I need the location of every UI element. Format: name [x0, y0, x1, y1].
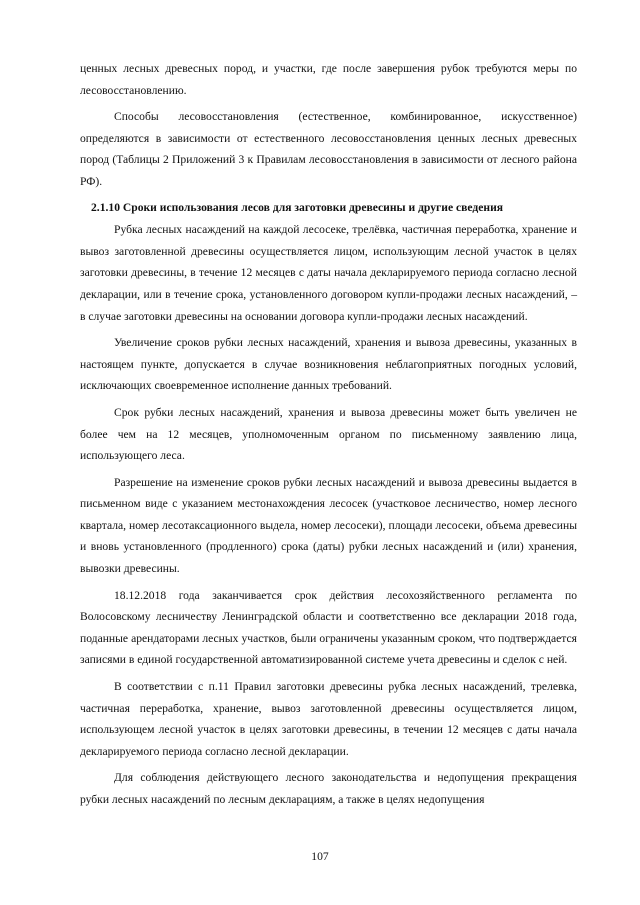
paragraph-regulation-expiry: 18.12.2018 года заканчивается срок действия лесохозяйственного регламента по Волосовскому лесничеству Ленинградской области и соответственно все декларации 2018 года, поданные арендаторами лесных участков, были ограничены указанным сроком, что подтверждается записями в единой государственной автоматизированной системе учета древесины и сделок с ней.: [80, 588, 577, 667]
paragraph-permission: Разрешение на изменение сроков рубки лесных насаждений и вывоза древесины выдается в письменном виде с указанием местонахождения лесосек (участковое лесничество, номер лесного квартала, номер лесотаксационного выдела, номер лесосеки), площади лесосеки, объема древесины и вновь установленного (продленного) срока (даты) рубки лесных насаждений и (или) хранения, вывозки древесины.: [80, 475, 577, 576]
section-heading: 2.1.10 Сроки использования лесов для заготовки древесины и другие сведения: [91, 200, 504, 214]
paragraph-continuation: ценных лесных древесных пород, и участки, где после завершения рубок требуются меры по лесовосстановлению.: [80, 62, 577, 97]
paragraph-rules-p11: В соответствии с п.11 Правил заготовки древесины рубка лесных насаждений, трелевка, частичная переработка, хранение, вывоз заготовленной древесины осуществляется лицом, использующем лесной участок в целях заготовки древесины, в течении 12 месяцев с даты начала декларируемого периода согласно лесной декларации.: [80, 680, 577, 758]
paragraph-extension-limit: Срок рубки лесных насаждений, хранения и вывоза древесины может быть увеличен не более чем на 12 месяцев, уполномоченным органом по письменному заявлению лица, использующего леса.: [80, 405, 577, 463]
paragraph-felling-terms: Рубка лесных насаждений на каждой лесосеке, трелёвка, частичная переработка, хранение и вывоз заготовленной древесины осуществляется лицом, использующим лесной участок в целях заготовки древесины, в течение 12 месяцев с даты начала декларируемого периода согласно лесной декларации, или в течение срока, установленного договором купли-продажи лесных насаждений, – в случае заготовки древесины на основании договора купли-продажи лесных насаждений.: [80, 223, 577, 323]
page-number: 107: [311, 850, 329, 863]
paragraph-compliance: Для соблюдения действующего лесного законодательства и недопущения прекращения рубки лесных насаждений по лесным декларациям, а также в целях недопущения: [80, 771, 577, 806]
paragraph-term-extension: Увеличение сроков рубки лесных насаждений, хранения и вывоза древесины, указанных в настоящем пункте, допускается в случае возникновения неблагоприятных погодных условий, исключающих своевременное исполнение данных требований.: [80, 336, 577, 393]
paragraph-reforestation-methods: Способы лесовосстановления (естественное, комбинированное, искусственное) определяются в зависимости от естественного лесовосстановления ценных лесных древесных пород (Таблицы 2 Приложений 3 к Правилам лесовосстановления в зависимости от лесного района РФ).: [80, 110, 577, 188]
page-body: [80, 58, 577, 811]
